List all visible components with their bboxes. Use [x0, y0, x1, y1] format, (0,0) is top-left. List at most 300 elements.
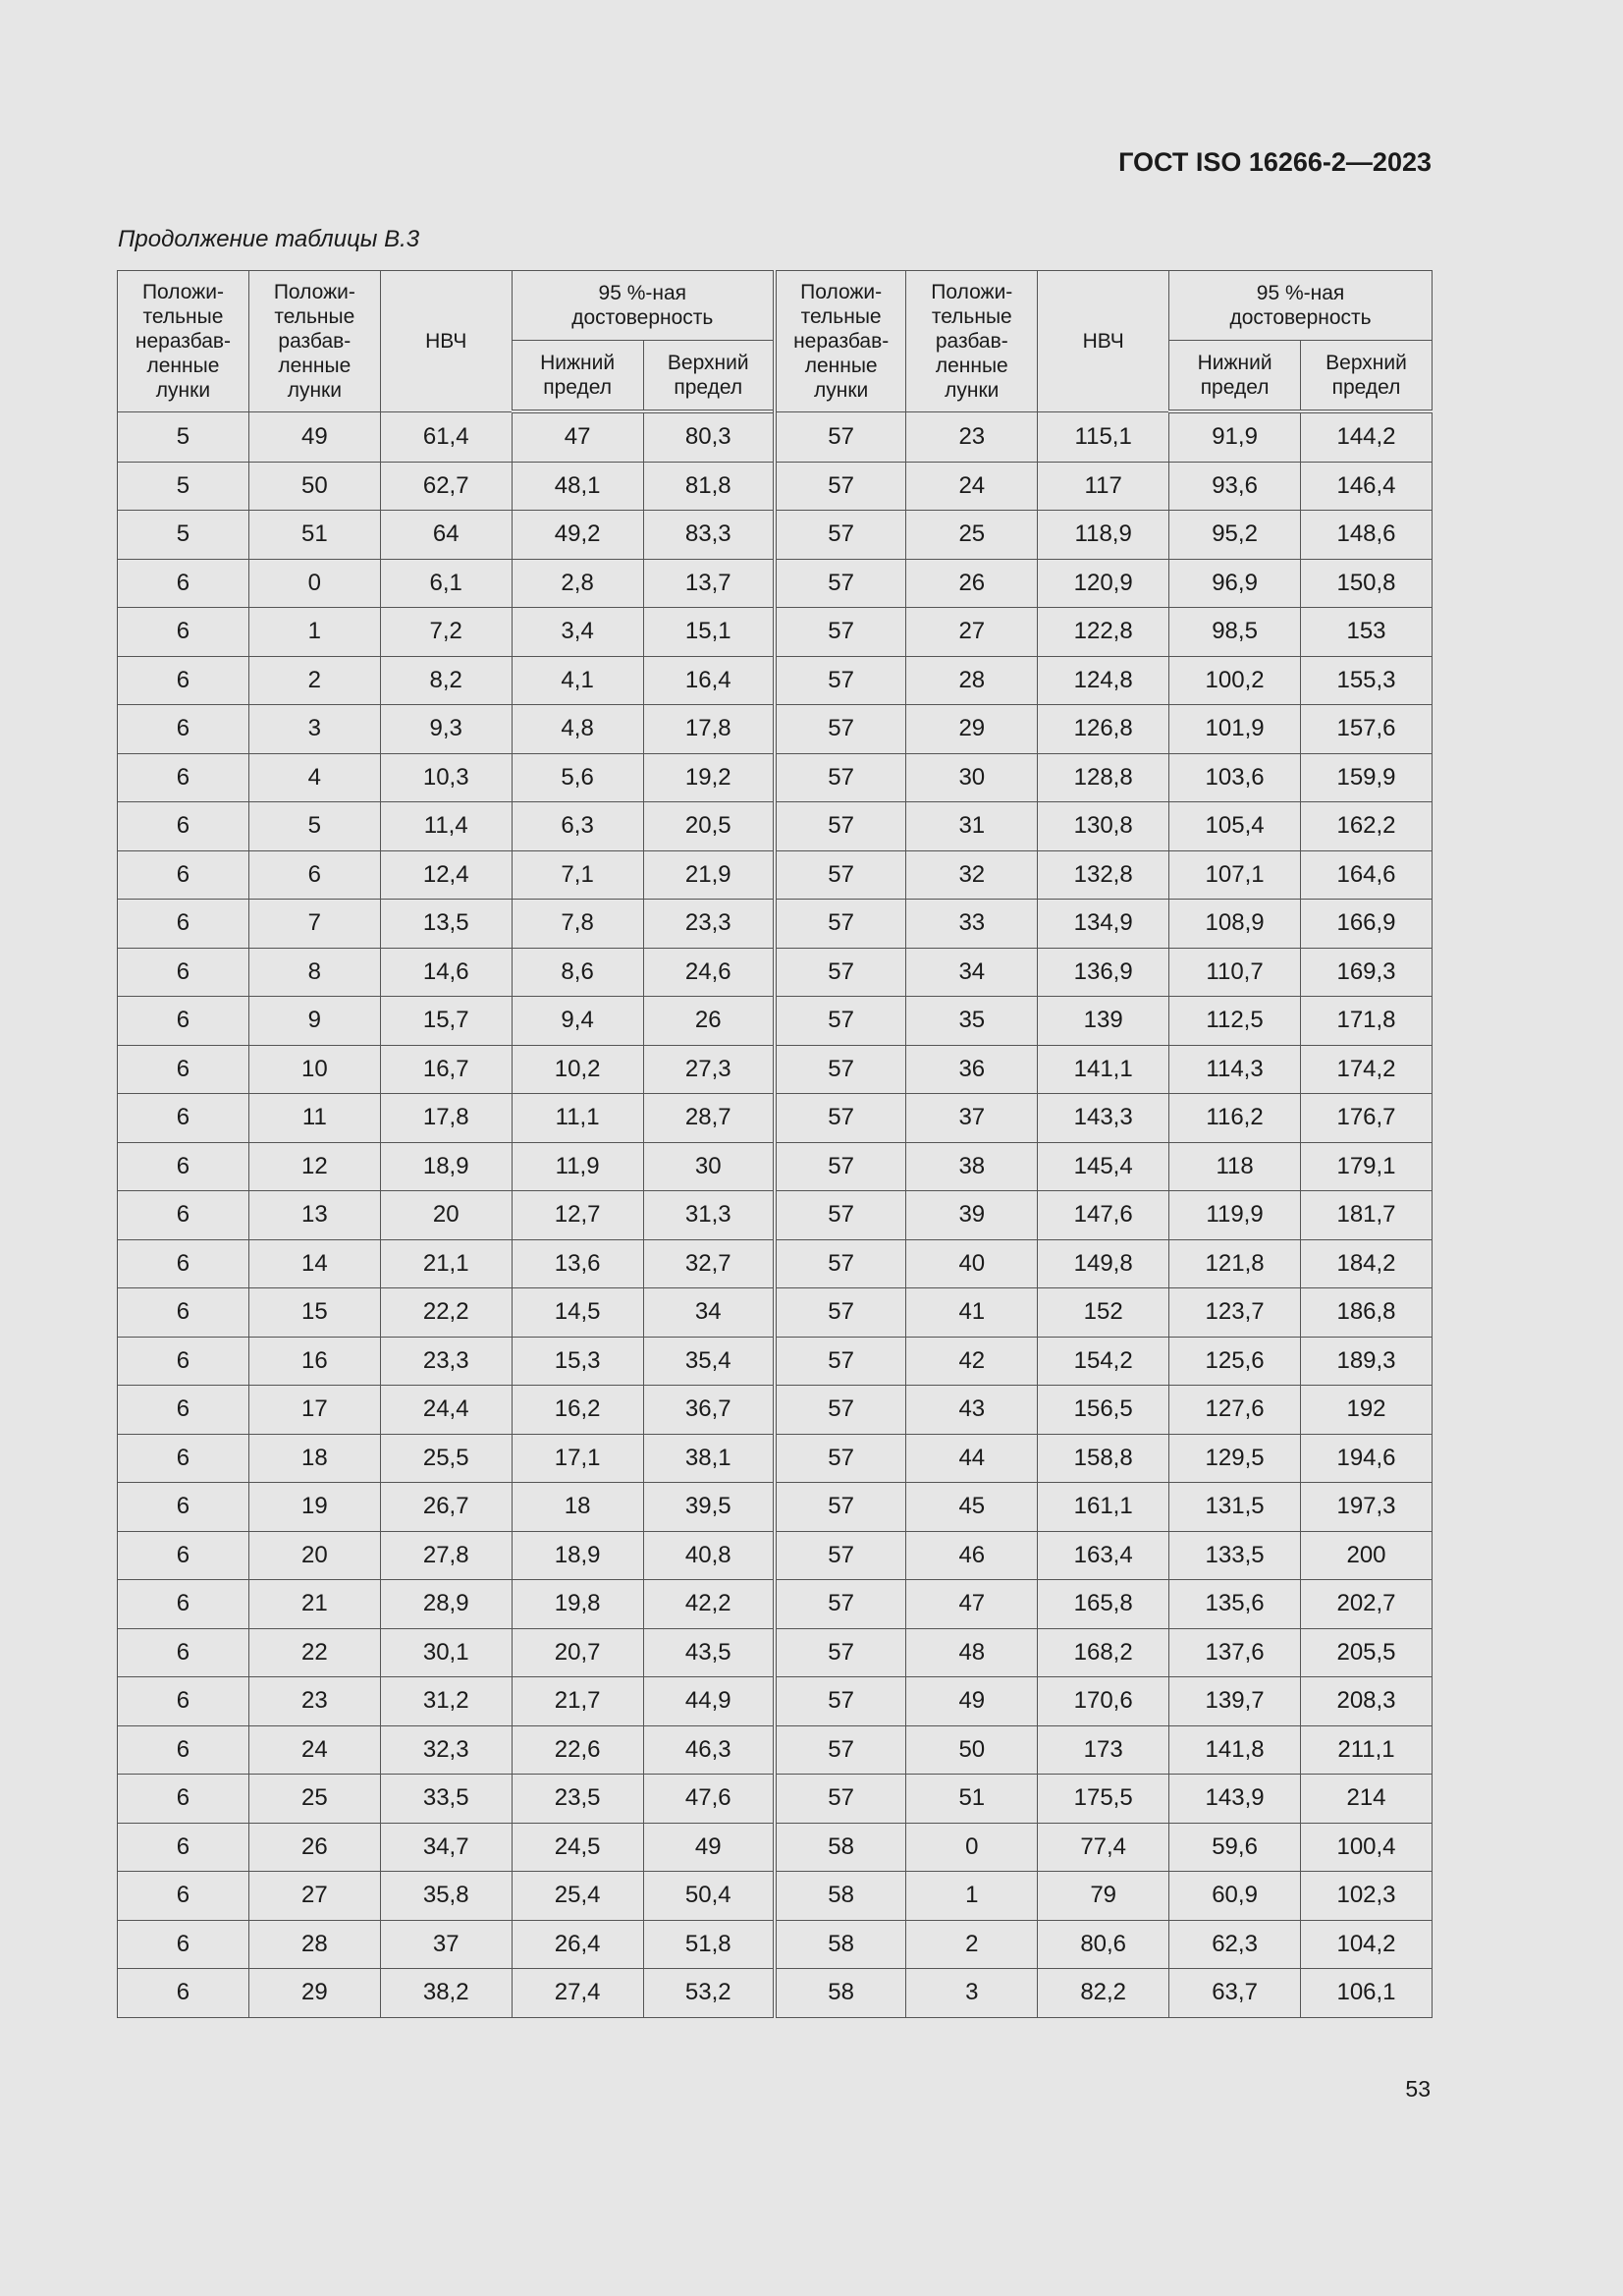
table-cell: 38,1	[643, 1434, 775, 1483]
table-cell: 181,7	[1301, 1191, 1433, 1240]
table-cell: 114,3	[1169, 1045, 1301, 1094]
table-cell: 148,6	[1301, 511, 1433, 560]
table-cell: 116,2	[1169, 1094, 1301, 1143]
table-cell: 115,1	[1038, 411, 1169, 462]
table-cell: 189,3	[1301, 1337, 1433, 1386]
table-cell: 25,5	[380, 1434, 512, 1483]
table-row	[118, 1628, 1433, 1677]
table-cell: 108,9	[1169, 900, 1301, 949]
table-cell: 27,3	[643, 1045, 775, 1094]
table-cell: 17,1	[512, 1434, 643, 1483]
table-row	[118, 462, 1433, 511]
table-cell: 3,4	[512, 608, 643, 657]
table-cell: 58	[775, 1823, 906, 1872]
table-cell: 4	[248, 753, 380, 802]
table-row	[118, 997, 1433, 1046]
table-cell: 28,7	[643, 1094, 775, 1143]
table-cell: 145,4	[1038, 1142, 1169, 1191]
document-id: ГОСТ ISO 16266-2—2023	[1118, 147, 1432, 177]
table-cell: 57	[775, 462, 906, 511]
table-cell: 6	[118, 608, 249, 657]
table-cell: 50	[248, 462, 380, 511]
table-cell: 10,2	[512, 1045, 643, 1094]
table-row	[118, 1045, 1433, 1094]
table-cell: 132,8	[1038, 850, 1169, 900]
table-cell: 57	[775, 1288, 906, 1338]
table-cell: 149,8	[1038, 1239, 1169, 1288]
table-cell: 17,8	[643, 705, 775, 754]
table-cell: 27	[906, 608, 1038, 657]
header-confidence: 95 %-ная достоверность	[1169, 271, 1433, 341]
table-cell: 14	[248, 1239, 380, 1288]
table-cell: 14,5	[512, 1288, 643, 1338]
table-cell: 49	[906, 1677, 1038, 1726]
table-cell: 18	[512, 1483, 643, 1532]
table-cell: 42,2	[643, 1580, 775, 1629]
table-cell: 16	[248, 1337, 380, 1386]
table-cell: 179,1	[1301, 1142, 1433, 1191]
table-cell: 123,7	[1169, 1288, 1301, 1338]
table-cell: 49,2	[512, 511, 643, 560]
table-cell: 162,2	[1301, 802, 1433, 851]
table-cell: 6	[118, 850, 249, 900]
table-cell: 50,4	[643, 1872, 775, 1921]
table-cell: 131,5	[1169, 1483, 1301, 1532]
table-cell: 57	[775, 411, 906, 462]
table-cell: 192	[1301, 1386, 1433, 1435]
table-cell: 53,2	[643, 1969, 775, 2018]
table-cell: 6	[118, 802, 249, 851]
table-cell: 6	[118, 705, 249, 754]
table-cell: 32,7	[643, 1239, 775, 1288]
table-cell: 10,3	[380, 753, 512, 802]
table-cell: 27,8	[380, 1531, 512, 1580]
table-row	[118, 1969, 1433, 2018]
table-row	[118, 753, 1433, 802]
table-row	[118, 1580, 1433, 1629]
table-cell: 6	[118, 1677, 249, 1726]
table-cell: 11,1	[512, 1094, 643, 1143]
table-cell: 6	[118, 1239, 249, 1288]
table-cell: 58	[775, 1920, 906, 1969]
table-cell: 1	[906, 1872, 1038, 1921]
table-cell: 8,6	[512, 948, 643, 997]
table-cell: 1	[248, 608, 380, 657]
table-cell: 8,2	[380, 656, 512, 705]
table-cell: 98,5	[1169, 608, 1301, 657]
table-cell: 12,7	[512, 1191, 643, 1240]
table-cell: 48	[906, 1628, 1038, 1677]
table-cell: 57	[775, 1434, 906, 1483]
table-cell: 103,6	[1169, 753, 1301, 802]
table-row	[118, 1872, 1433, 1921]
header-upper-limit: Верхний предел	[1301, 341, 1433, 412]
table-cell: 13	[248, 1191, 380, 1240]
table-cell: 169,3	[1301, 948, 1433, 997]
table-cell: 57	[775, 1628, 906, 1677]
table-cell: 13,6	[512, 1239, 643, 1288]
table-cell: 57	[775, 1337, 906, 1386]
table-cell: 104,2	[1301, 1920, 1433, 1969]
table-cell: 133,5	[1169, 1531, 1301, 1580]
table-cell: 57	[775, 656, 906, 705]
table-cell: 197,3	[1301, 1483, 1433, 1532]
header-mpn: НВЧ	[1038, 271, 1169, 412]
table-cell: 15,7	[380, 997, 512, 1046]
table-cell: 26,7	[380, 1483, 512, 1532]
table-cell: 8	[248, 948, 380, 997]
table-cell: 24,5	[512, 1823, 643, 1872]
table-cell: 26,4	[512, 1920, 643, 1969]
table-cell: 165,8	[1038, 1580, 1169, 1629]
table-cell: 21,1	[380, 1239, 512, 1288]
table-cell: 25,4	[512, 1872, 643, 1921]
table-cell: 6	[248, 850, 380, 900]
table-cell: 16,7	[380, 1045, 512, 1094]
table-cell: 171,8	[1301, 997, 1433, 1046]
table-cell: 59,6	[1169, 1823, 1301, 1872]
table-cell: 61,4	[380, 411, 512, 462]
table-cell: 38	[906, 1142, 1038, 1191]
table-cell: 13,5	[380, 900, 512, 949]
table-row	[118, 1142, 1433, 1191]
table-cell: 4,8	[512, 705, 643, 754]
table-cell: 159,9	[1301, 753, 1433, 802]
table-cell: 21,9	[643, 850, 775, 900]
table-cell: 117	[1038, 462, 1169, 511]
table-cell: 57	[775, 1386, 906, 1435]
table-cell: 29	[906, 705, 1038, 754]
table-cell: 6	[118, 1920, 249, 1969]
table-cell: 6	[118, 1725, 249, 1775]
table-cell: 24,6	[643, 948, 775, 997]
table-cell: 9,4	[512, 997, 643, 1046]
table-cell: 30	[643, 1142, 775, 1191]
table-cell: 22,6	[512, 1725, 643, 1775]
table-cell: 7	[248, 900, 380, 949]
table-cell: 48,1	[512, 462, 643, 511]
table-cell: 39	[906, 1191, 1038, 1240]
table-cell: 144,2	[1301, 411, 1433, 462]
table-cell: 11,9	[512, 1142, 643, 1191]
table-cell: 6	[118, 1580, 249, 1629]
table-cell: 58	[775, 1969, 906, 2018]
table-cell: 57	[775, 1045, 906, 1094]
table-cell: 34	[906, 948, 1038, 997]
table-cell: 6	[118, 1483, 249, 1532]
table-row	[118, 1094, 1433, 1143]
table-cell: 139	[1038, 997, 1169, 1046]
table-cell: 57	[775, 1725, 906, 1775]
table-cell: 82,2	[1038, 1969, 1169, 2018]
table-cell: 161,1	[1038, 1483, 1169, 1532]
table-cell: 24	[248, 1725, 380, 1775]
table-cell: 16,4	[643, 656, 775, 705]
table-cell: 15,1	[643, 608, 775, 657]
table-cell: 57	[775, 802, 906, 851]
table-cell: 130,8	[1038, 802, 1169, 851]
table-cell: 77,4	[1038, 1823, 1169, 1872]
table-cell: 146,4	[1301, 462, 1433, 511]
table-row	[118, 656, 1433, 705]
table-row	[118, 705, 1433, 754]
table-cell: 6	[118, 1045, 249, 1094]
table-cell: 43	[906, 1386, 1038, 1435]
table-cell: 25	[906, 511, 1038, 560]
table-cell: 80,3	[643, 411, 775, 462]
table-row	[118, 1823, 1433, 1872]
table-cell: 27	[248, 1872, 380, 1921]
table-row	[118, 608, 1433, 657]
table-cell: 134,9	[1038, 900, 1169, 949]
header-pos-undiluted: Положи- тельные неразбав- ленные лунки	[118, 271, 249, 412]
table-row	[118, 1725, 1433, 1775]
table-cell: 28,9	[380, 1580, 512, 1629]
table-cell: 153	[1301, 608, 1433, 657]
header-pos-diluted: Положи- тельные разбав- ленные лунки	[906, 271, 1038, 412]
table-cell: 33	[906, 900, 1038, 949]
table-cell: 163,4	[1038, 1531, 1169, 1580]
header-upper-limit: Верхний предел	[643, 341, 775, 412]
table-cell: 6	[118, 1386, 249, 1435]
table-cell: 23	[906, 411, 1038, 462]
table-cell: 57	[775, 900, 906, 949]
table-cell: 7,1	[512, 850, 643, 900]
table-cell: 2	[248, 656, 380, 705]
table-cell: 4,1	[512, 656, 643, 705]
table-row	[118, 1677, 1433, 1726]
table-cell: 19,2	[643, 753, 775, 802]
table-cell: 200	[1301, 1531, 1433, 1580]
table-cell: 152	[1038, 1288, 1169, 1338]
table-cell: 6	[118, 1628, 249, 1677]
table-cell: 26	[643, 997, 775, 1046]
table-cell: 106,1	[1301, 1969, 1433, 2018]
table-cell: 6	[118, 1434, 249, 1483]
table-cell: 37	[906, 1094, 1038, 1143]
table-cell: 28	[906, 656, 1038, 705]
table-cell: 57	[775, 1483, 906, 1532]
table-row	[118, 411, 1433, 462]
table-cell: 17	[248, 1386, 380, 1435]
table-cell: 6	[118, 1775, 249, 1824]
table-cell: 51	[906, 1775, 1038, 1824]
table-cell: 126,8	[1038, 705, 1169, 754]
table-cell: 91,9	[1169, 411, 1301, 462]
table-cell: 6,3	[512, 802, 643, 851]
table-cell: 18	[248, 1434, 380, 1483]
table-cell: 9	[248, 997, 380, 1046]
table-cell: 157,6	[1301, 705, 1433, 754]
table-cell: 170,6	[1038, 1677, 1169, 1726]
table-cell: 100,4	[1301, 1823, 1433, 1872]
table-cell: 57	[775, 1677, 906, 1726]
table-cell: 57	[775, 1531, 906, 1580]
table-cell: 13,7	[643, 559, 775, 608]
table-body	[118, 411, 1433, 2017]
table-cell: 47,6	[643, 1775, 775, 1824]
table-cell: 127,6	[1169, 1386, 1301, 1435]
table-cell: 26	[906, 559, 1038, 608]
table-cell: 63,7	[1169, 1969, 1301, 2018]
table-cell: 49	[643, 1823, 775, 1872]
table-cell: 31	[906, 802, 1038, 851]
table-cell: 184,2	[1301, 1239, 1433, 1288]
table-cell: 27,4	[512, 1969, 643, 2018]
table-cell: 136,9	[1038, 948, 1169, 997]
table-cell: 57	[775, 948, 906, 997]
table-cell: 35,4	[643, 1337, 775, 1386]
table-cell: 23,3	[643, 900, 775, 949]
table-cell: 96,9	[1169, 559, 1301, 608]
table-cell: 35,8	[380, 1872, 512, 1921]
table-cell: 5	[118, 411, 249, 462]
table-row	[118, 1920, 1433, 1969]
table-cell: 80,6	[1038, 1920, 1169, 1969]
table-cell: 57	[775, 1191, 906, 1240]
table-cell: 95,2	[1169, 511, 1301, 560]
table-cell: 141,1	[1038, 1045, 1169, 1094]
table-cell: 41	[906, 1288, 1038, 1338]
table-cell: 19,8	[512, 1580, 643, 1629]
table-cell: 6	[118, 1872, 249, 1921]
table-row	[118, 1191, 1433, 1240]
table-cell: 36,7	[643, 1386, 775, 1435]
table-cell: 26	[248, 1823, 380, 1872]
table-cell: 21	[248, 1580, 380, 1629]
table-cell: 6	[118, 948, 249, 997]
table-cell: 129,5	[1169, 1434, 1301, 1483]
table-cell: 158,8	[1038, 1434, 1169, 1483]
table-cell: 23	[248, 1677, 380, 1726]
table-cell: 20,5	[643, 802, 775, 851]
table-caption: Продолжение таблицы В.3	[118, 226, 420, 252]
table-cell: 34,7	[380, 1823, 512, 1872]
table-row	[118, 948, 1433, 997]
table-cell: 211,1	[1301, 1725, 1433, 1775]
table-cell: 79	[1038, 1872, 1169, 1921]
table-cell: 175,5	[1038, 1775, 1169, 1824]
header-confidence: 95 %-ная достоверность	[512, 271, 775, 341]
table-cell: 137,6	[1169, 1628, 1301, 1677]
table-cell: 6	[118, 900, 249, 949]
table-row	[118, 1288, 1433, 1338]
page-number: 53	[1405, 2076, 1431, 2102]
table-cell: 11	[248, 1094, 380, 1143]
table-cell: 31,3	[643, 1191, 775, 1240]
table-cell: 62,3	[1169, 1920, 1301, 1969]
table-cell: 176,7	[1301, 1094, 1433, 1143]
table-cell: 125,6	[1169, 1337, 1301, 1386]
table-row	[118, 1239, 1433, 1288]
table-cell: 22	[248, 1628, 380, 1677]
table-row	[118, 1386, 1433, 1435]
table-cell: 57	[775, 753, 906, 802]
table-cell: 101,9	[1169, 705, 1301, 754]
table-cell: 143,9	[1169, 1775, 1301, 1824]
table-cell: 30,1	[380, 1628, 512, 1677]
table-cell: 40,8	[643, 1531, 775, 1580]
table-cell: 6	[118, 1288, 249, 1338]
table-cell: 118	[1169, 1142, 1301, 1191]
table-cell: 150,8	[1301, 559, 1433, 608]
table-cell: 12,4	[380, 850, 512, 900]
table-cell: 14,6	[380, 948, 512, 997]
table-cell: 122,8	[1038, 608, 1169, 657]
table-cell: 44	[906, 1434, 1038, 1483]
table-cell: 15	[248, 1288, 380, 1338]
table-row	[118, 1434, 1433, 1483]
table-cell: 23,5	[512, 1775, 643, 1824]
table-cell: 37	[380, 1920, 512, 1969]
table-cell: 47	[906, 1580, 1038, 1629]
table-cell: 50	[906, 1725, 1038, 1775]
table-cell: 174,2	[1301, 1045, 1433, 1094]
table-cell: 0	[906, 1823, 1038, 1872]
table-cell: 102,3	[1301, 1872, 1433, 1921]
table-cell: 6,1	[380, 559, 512, 608]
table-row	[118, 1531, 1433, 1580]
table-cell: 7,8	[512, 900, 643, 949]
table-cell: 60,9	[1169, 1872, 1301, 1921]
data-table	[117, 270, 1433, 2018]
table-row	[118, 1483, 1433, 1532]
table-cell: 202,7	[1301, 1580, 1433, 1629]
table-cell: 5,6	[512, 753, 643, 802]
table-cell: 5	[118, 511, 249, 560]
table-cell: 156,5	[1038, 1386, 1169, 1435]
table-cell: 44,9	[643, 1677, 775, 1726]
table-cell: 6	[118, 1142, 249, 1191]
table-cell: 0	[248, 559, 380, 608]
table-cell: 135,6	[1169, 1580, 1301, 1629]
table-cell: 118,9	[1038, 511, 1169, 560]
header-lower-limit: Нижний предел	[1169, 341, 1301, 412]
table-cell: 9,3	[380, 705, 512, 754]
table-row	[118, 1337, 1433, 1386]
table-cell: 105,4	[1169, 802, 1301, 851]
table-cell: 128,8	[1038, 753, 1169, 802]
table-cell: 20	[380, 1191, 512, 1240]
table-cell: 208,3	[1301, 1677, 1433, 1726]
table-cell: 32,3	[380, 1725, 512, 1775]
table-cell: 30	[906, 753, 1038, 802]
table-cell: 83,3	[643, 511, 775, 560]
table-cell: 19	[248, 1483, 380, 1532]
table-row	[118, 802, 1433, 851]
table-cell: 107,1	[1169, 850, 1301, 900]
table-cell: 173	[1038, 1725, 1169, 1775]
table-cell: 29	[248, 1969, 380, 2018]
table-cell: 143,3	[1038, 1094, 1169, 1143]
table-cell: 62,7	[380, 462, 512, 511]
table-cell: 6	[118, 1094, 249, 1143]
table-cell: 57	[775, 1580, 906, 1629]
table-cell: 18,9	[512, 1531, 643, 1580]
table-cell: 58	[775, 1872, 906, 1921]
table-row	[118, 559, 1433, 608]
table-cell: 81,8	[643, 462, 775, 511]
table-cell: 21,7	[512, 1677, 643, 1726]
table-cell: 124,8	[1038, 656, 1169, 705]
table-cell: 49	[248, 411, 380, 462]
table-cell: 6	[118, 559, 249, 608]
table-cell: 46	[906, 1531, 1038, 1580]
table-cell: 20,7	[512, 1628, 643, 1677]
table-cell: 3	[248, 705, 380, 754]
table-cell: 24	[906, 462, 1038, 511]
table-row	[118, 511, 1433, 560]
